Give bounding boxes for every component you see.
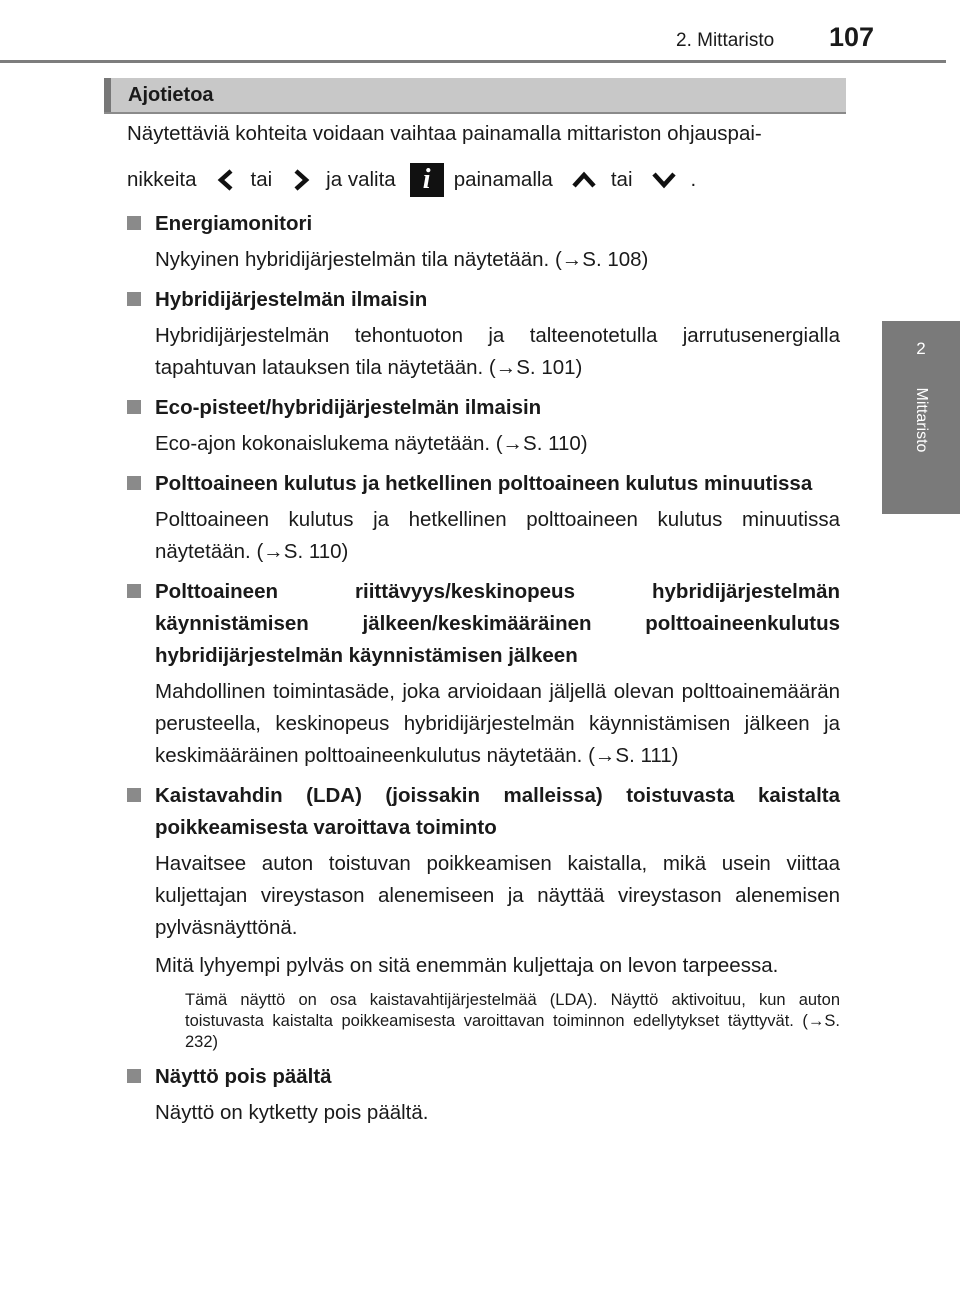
section-marker [104,78,111,112]
item-heading [127,284,840,316]
item-heading [127,392,840,424]
item-body: Mahdollinen toimintasäde, joka arvioidaan jäljellä olevan polttoainemäärän perusteella, keskinopeus hybridijärjestelmän käynnistämisen jälkeen ja keskimääräinen polttoaineenkulutus näytetään. (→S. 111) [155,680,840,767]
item-heading [127,1061,840,1093]
section-title: Ajotietoa [128,84,214,106]
item-heading [127,468,840,500]
bullet-square [127,400,141,414]
item-paragraph: Havaitsee auton toistuvan poikkeamisen kaistalla, mikä usein viittaa kuljettajan vireystason alenemiseen ja näyttää vireystason alenemisen pylväsnäyttönä. [155,852,840,939]
intro-text-d: painamalla [453,168,553,191]
bullet-square [127,584,141,598]
page-number: 107 [829,22,875,52]
bullet-square [127,216,141,230]
item-title: Polttoaineen riittävyys/keskinopeus hybridijärjestelmän käynnistämisen jälkeen/keskimääräinen polttoaineenkulutus hybridijärjestelmän käynnistämisen jälkeen [155,580,840,667]
item-title: Polttoaineen kulutus ja hetkellinen polttoaineen kulutus minuutissa [155,472,813,495]
item-title: Kaistavahdin (LDA) (joissakin malleissa) toistuvasta kaistalta poikkeamisesta varoittava toiminto [155,784,840,839]
info-icon: i [410,163,444,197]
chevron-right-icon [290,168,312,192]
item-body: Polttoaineen kulutus ja hetkellinen polttoaineen kulutus minuutissa näytetään. (→S. 110) [155,508,840,563]
page-content [127,118,840,1129]
item-title: Eco-pisteet/hybridijärjestelmän ilmaisin [155,396,542,419]
list-item [127,208,840,276]
side-tab-label: Mittaristo [913,387,930,453]
side-tab-number: 2 [916,339,926,358]
item-body: Hybridijärjestelmän tehontuoton ja talteenotetulla jarrutusenergialla tapahtuvan latauksen tila näytetään. (→S. 101) [155,324,840,379]
item-body [127,848,840,982]
list-item [127,468,840,568]
intro-line-1: Näytettäviä kohteita voidaan vaihtaa painamalla mittariston ohjauspai- [127,122,762,145]
chevron-up-icon [571,170,597,190]
intro-text-f: . [690,168,697,191]
header-rule [0,60,946,63]
list-item [127,284,840,384]
intro-text-e: tai [610,168,633,191]
bullet-square [127,1069,141,1083]
item-note: Tämä näyttö on osa kaistavahtijärjestelmää (LDA). Näyttö aktivoituu, kun auton toistuvasta kaistalta poikkeamisesta varoittavan toiminnon edellytykset täyttyvät. (→S. 232) [185,991,840,1051]
item-heading [127,780,840,844]
bullet-square [127,788,141,802]
list-item [127,392,840,460]
item-paragraph: Mitä lyhyempi pylväs on sitä enemmän kuljettaja on levon tarpeessa. [155,954,779,977]
list-item [127,780,840,1053]
item-heading [127,208,840,240]
item-title: Näyttö pois päältä [155,1065,332,1088]
item-title: Hybridijärjestelmän ilmaisin [155,288,428,311]
item-title: Energiamonitori [155,212,313,235]
item-body: Näyttö on kytketty pois päältä. [155,1101,429,1124]
chapter-side-tab [882,321,960,514]
chevron-left-icon [215,168,237,192]
bullet-square [127,292,141,306]
chevron-down-icon [651,170,677,190]
list-item [127,1061,840,1129]
intro-line-2 [127,160,840,200]
section-header [104,78,846,114]
chapter-title: 2. Mittaristo [676,30,775,51]
intro-text-c: ja valita [326,168,396,191]
item-body: Nykyinen hybridijärjestelmän tila näytetään. (→S. 108) [155,248,649,271]
bullet-square [127,476,141,490]
intro-text-a: nikkeita [127,168,197,191]
list-item [127,576,840,772]
item-heading [127,576,840,672]
intro-text-b: tai [250,168,273,191]
item-body: Eco-ajon kokonaislukema näytetään. (→S. 110) [155,432,588,455]
